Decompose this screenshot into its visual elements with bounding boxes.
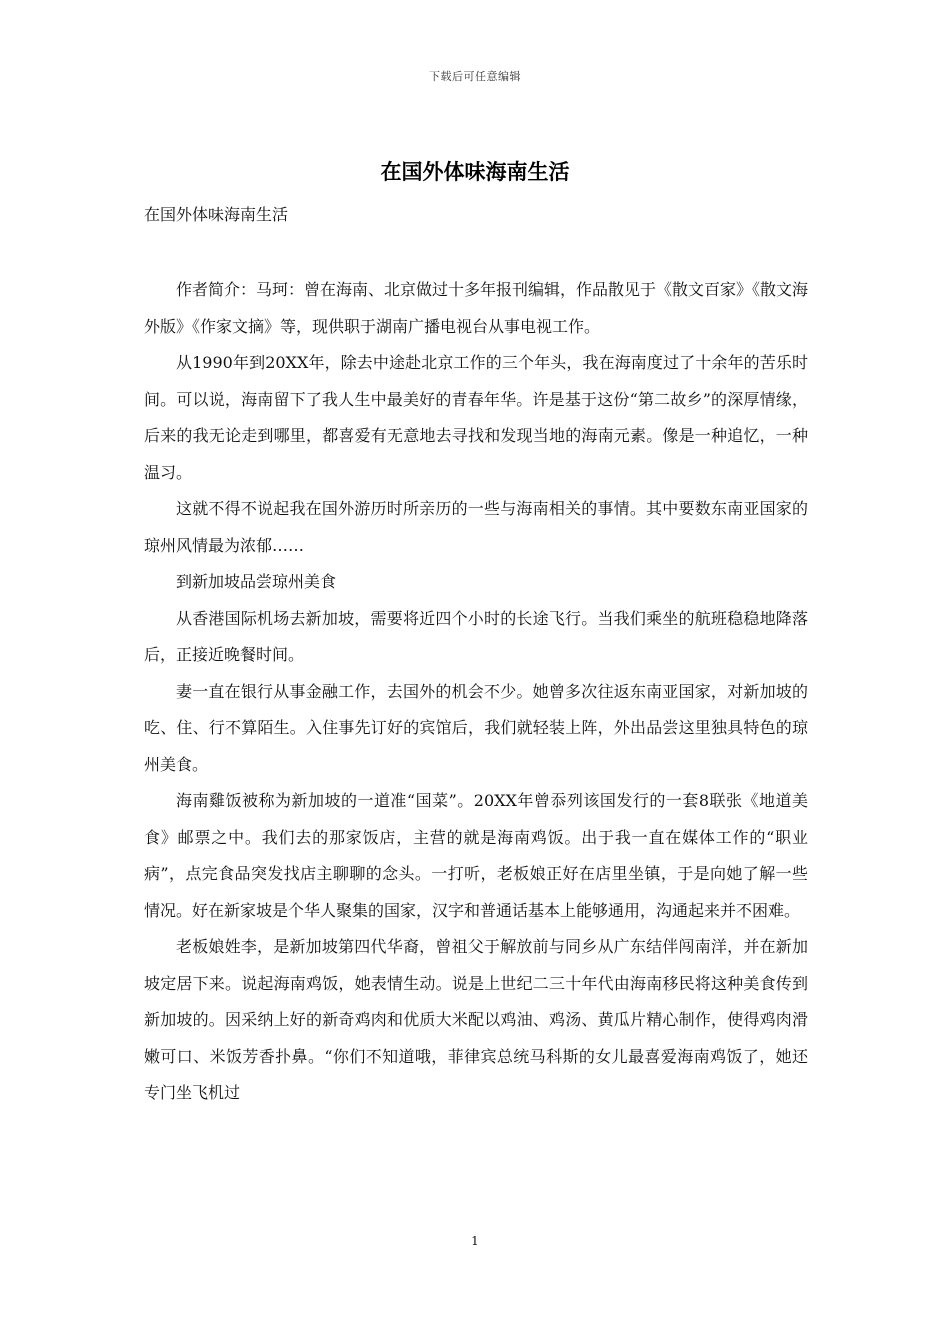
paragraph-wife: 妻一直在银行从事金融工作，去国外的机会不少。她曾多次往返东南亚国家，对新加坡的吃、住、行不算陌生。入住事先订好的宾馆后，我们就轻装上阵，外出品尝这里独具特色的琼州美食。 (144, 681, 808, 774)
section-heading-singapore: 到新加坡品尝琼州美食 (176, 572, 337, 591)
document-title: 在国外体味海南生活 (380, 159, 570, 184)
paragraph-chicken-rice: 海南雞饭被称为新加坡的一道准“国菜”。20XX年曾忝列该国发行的一套8联张《地道美食》邮票之中。我们去的那家饭店，主营的就是海南鸡饭。出于我一直在媒体工作的“职业病”，点完食品突发找店主聊聊的念头。一打听，老板娘正好在店里坐镇，于是向她了解一些情况。好在新家坡是个华人聚集的国家，汉字和普通话基本上能够通用，沟通起来并不困难。 (144, 791, 808, 920)
paragraph-author-intro: 作者简介：马珂：曾在海南、北京做过十多年报刊编辑，作品散见于《散文百家》《散文海外版》《作家文摘》等，现供职于湖南广播电视台从事电视工作。 (144, 280, 809, 336)
paragraph-travel-intro: 这就不得不说起我在国外游历时所亲历的一些与海南相关的事情。其中要数东南亚国家的琼州风情最为浓郁…… (144, 499, 808, 555)
document-subtitle: 在国外体味海南生活 (144, 205, 289, 224)
header-note: 下载后可任意编辑 (429, 70, 521, 83)
page-number: 1 (471, 1234, 479, 1248)
paragraph-hainan-years: 从1990年到20XX年，除去中途赴北京工作的三个年头，我在海南度过了十余年的苦乐时间。可以说，海南留下了我人生中最美好的青春年华。许是基于这份“第二故乡”的深厚情缘，后来的我无论走到哪里，都喜爱有无意地去寻找和发现当地的海南元素。像是一种追忆，一种温习。 (144, 353, 808, 482)
paragraph-owner-li: 老板娘姓李，是新加坡第四代华裔，曾祖父于解放前与同乡从广东结伴闯南洋，并在新加坡定居下来。说起海南鸡饭，她表情生动。说是上世纪二三十年代由海南移民将这种美食传到新加坡的。因采纳上好的新奇鸡肉和优质大米配以鸡油、鸡汤、黄瓜片精心制作，使得鸡肉滑嫩可口、米饭芳香扑鼻。“你们不知道哦，菲律宾总统马科斯的女儿最喜爱海南鸡饭了，她还专门坐飞机过 (144, 937, 808, 1102)
document-body (144, 272, 808, 1112)
paragraph-flight: 从香港国际机场去新加坡，需要将近四个小时的长途飞行。当我们乘坐的航班稳稳地降落后，正接近晚餐时间。 (144, 608, 808, 664)
